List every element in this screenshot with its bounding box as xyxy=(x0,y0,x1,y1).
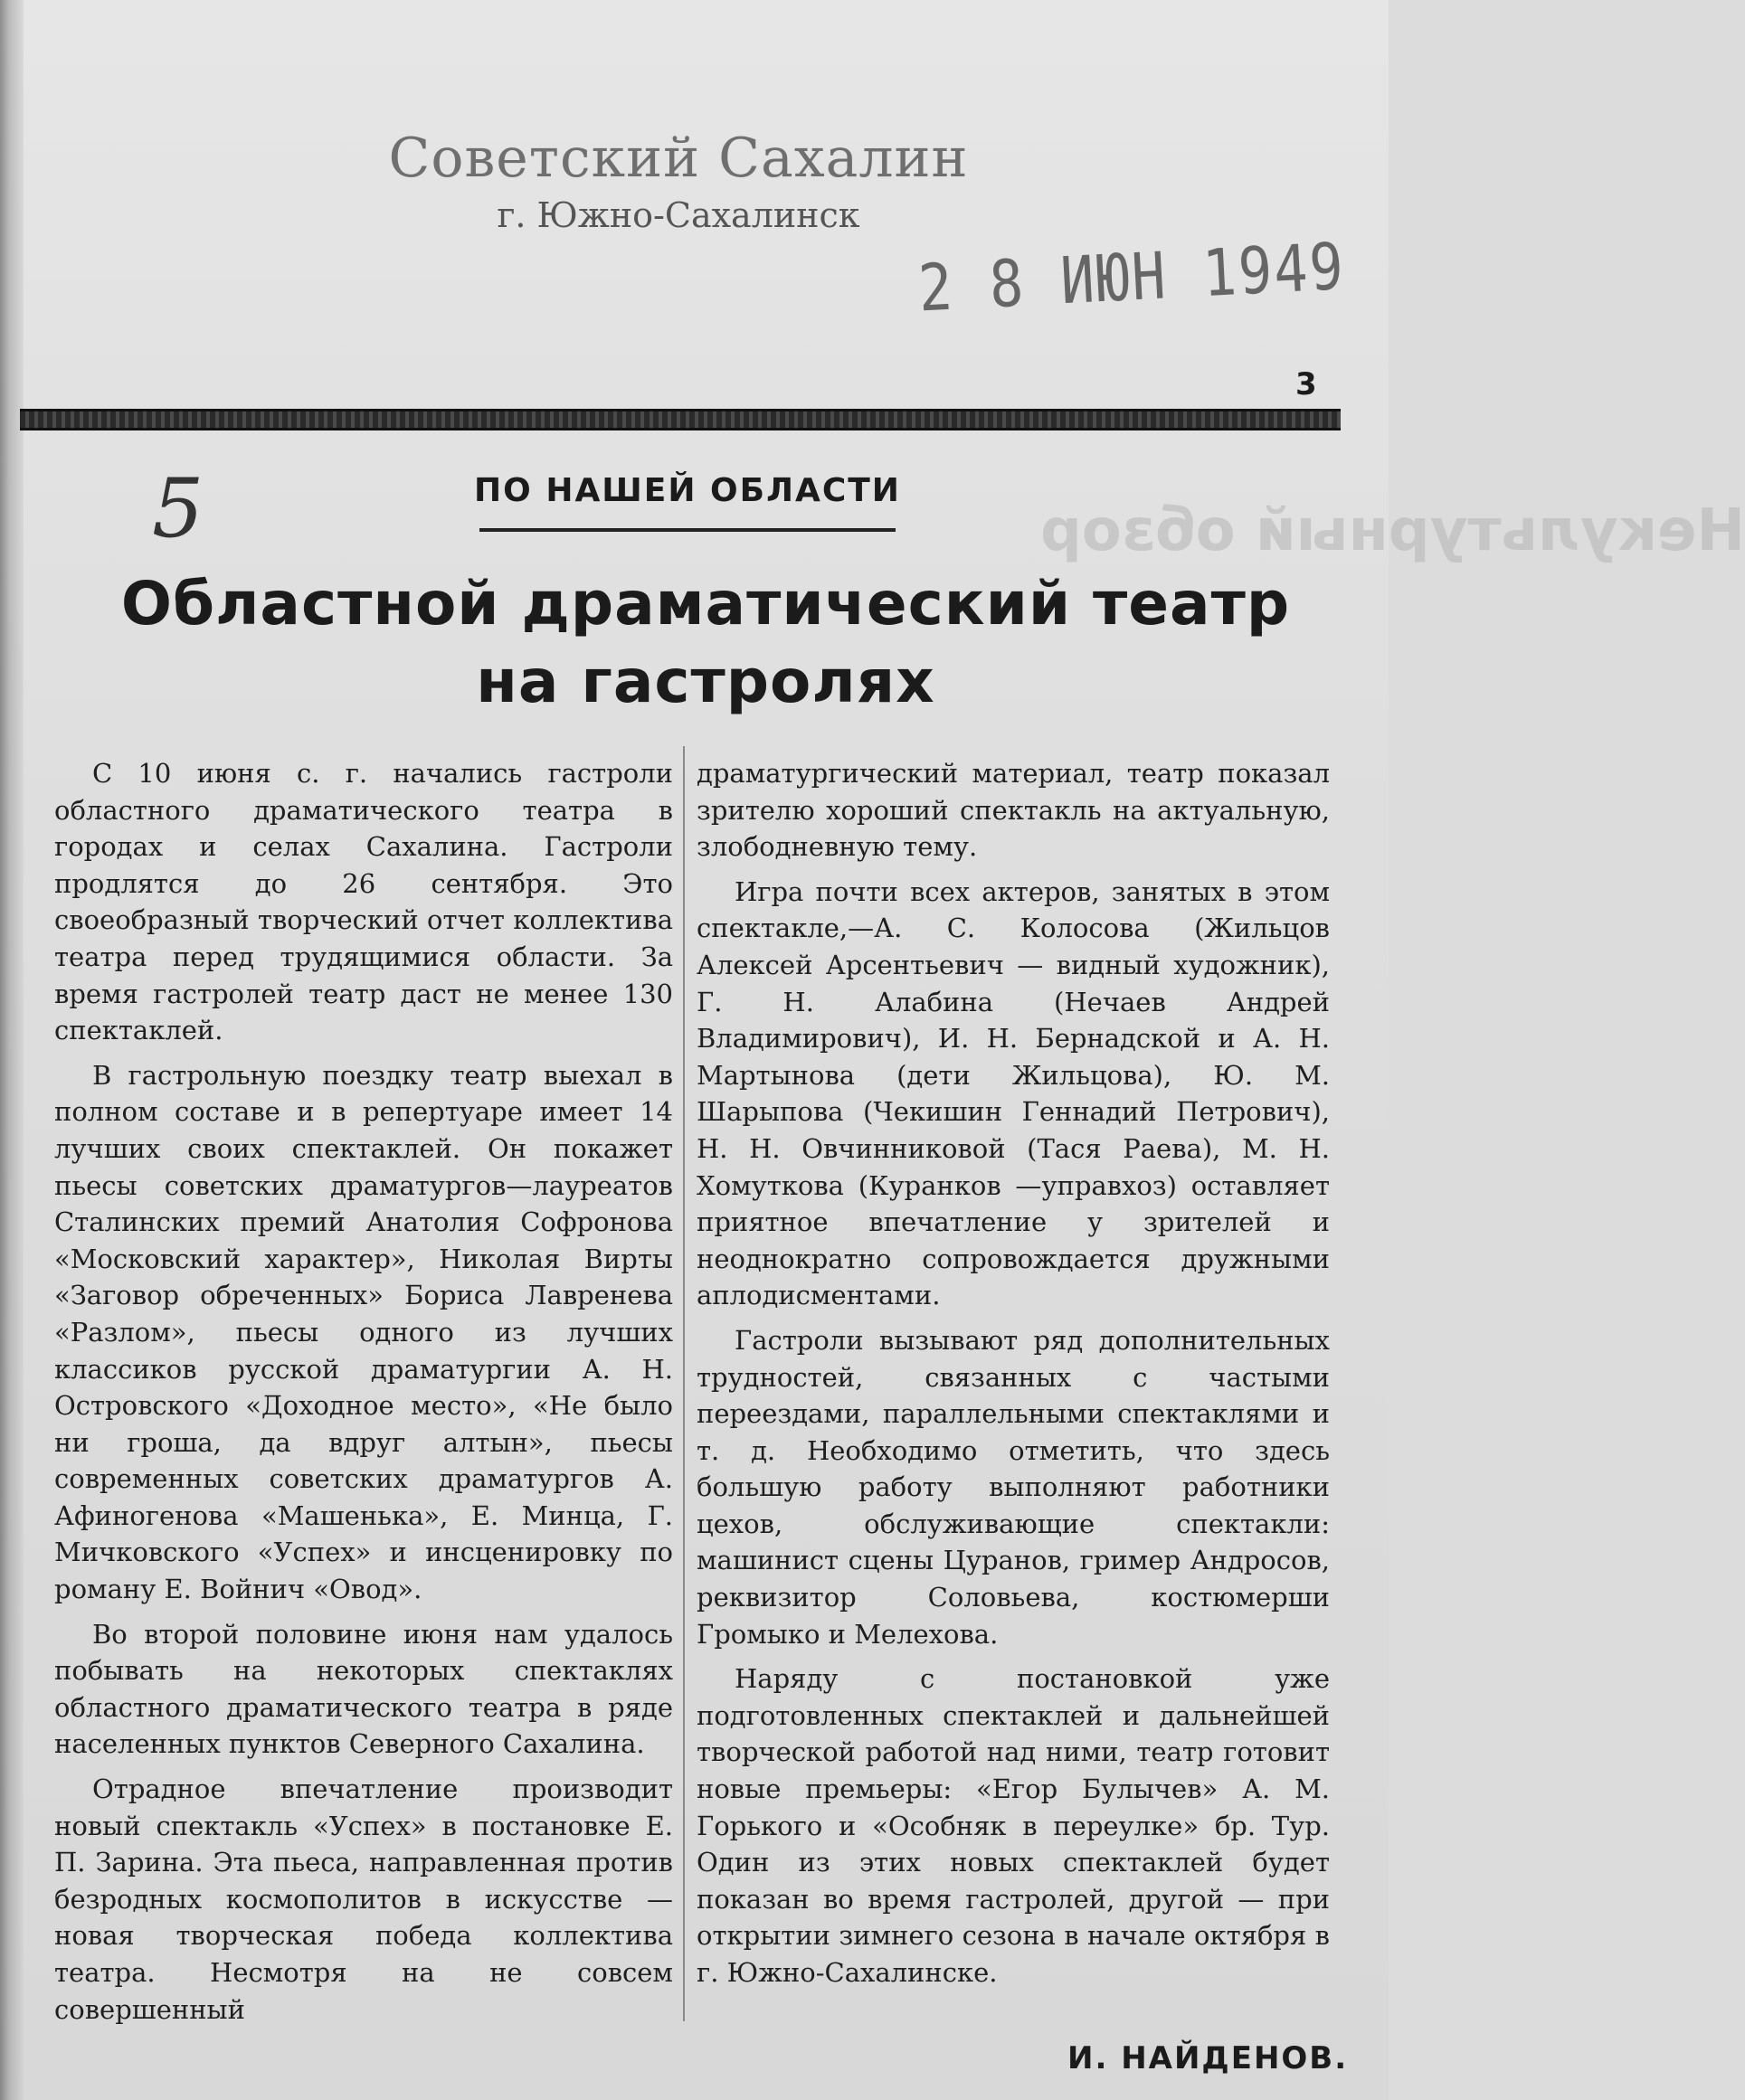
column-divider xyxy=(683,746,685,2021)
newspaper-city: г. Южно-Сахалинск xyxy=(497,195,860,235)
date-stamp: 2 8 ИЮН 1949 xyxy=(916,228,1347,326)
paragraph: Игра почти всех актеров, занятых в этом спектакле,—А. С. Колосова (Жильцов Алексей Арсентьевич — видный художник), Г. Н. Алабина (Нечаев Андрей Владимирович), И. Н. Бернадской и А. Н. Мартынова (дети Жильцова), Ю. М. Шарыпова (Чекишин Геннадий Петрович), Н. Н. Овчинниковой (Тася Раева), М. Н. Хомуткова (Куранков —управхоз) оставляет приятное впечатление у зрителей и неоднократно сопровождается дружными аплодисментами. xyxy=(697,875,1330,1311)
author-signature: И. НАЙДЕНОВ. xyxy=(1067,2040,1349,2076)
paragraph: драматургический материал, театр показал зрителю хороший спектакль на актуальную, злободневную тему. xyxy=(697,758,1330,863)
section-rubric: ПО НАШЕЙ ОБЛАСТИ xyxy=(474,472,901,509)
handwritten-number: 5 xyxy=(152,461,204,556)
paragraph: Гастроли вызывают ряд дополнительных трудностей, связанных с частыми переездами, параллельными спектаклями и т. д. Необходимо отметить, что здесь большую работу выполняют работники цехов, обслуживающие спектакли: машинист сцены Цуранов, гример Андросов, реквизитор Соловьева, костюмерши Громыко и Мелехова. xyxy=(697,1324,1330,1650)
paragraph: В гастрольную поездку театр выехал в полном составе и в репертуаре имеет 14 лучших своих спектаклей. Он покажет пьесы советских драматургов—лауреатов Сталинских премий Анатолия Софронова «Московский характер», Николая Вирты «Заговор обреченных» Бориса Лавренева «Разлом», пьесы одного из лучших классиков русской драматургии А. Н. Островского «Доходное место», «Не было ни гроша, да вдруг алтын», пьесы современных советских драматургов А. Афиногенова «Машенька», Е. Минца, Г. Мичковского «Успех» и инсценировку по роману Е. Войнич «Овод». xyxy=(54,1059,673,1605)
article-column-left xyxy=(54,755,673,2036)
paragraph: Во второй половине июня нам удалось побывать на некоторых спектаклях областного драматического театра в ряде населенных пунктов Северного Сахалина. xyxy=(54,1618,673,1760)
header-rule xyxy=(20,409,1341,430)
masthead xyxy=(362,127,995,235)
paragraph: Наряду с постановкой уже подготовленных спектаклей и дальнейшей творческой работой над ними, театр готовит новые премьеры: «Егор Булычев» А. М. Горького и «Особняк в переулке» бр. Тур. Один из этих новых спектаклей будет показан во время гастролей, другой — при открытии зимнего сезона в начале октября в г. Южно-Сахалинске. xyxy=(697,1663,1330,1988)
paragraph: С 10 июня с. г. начались гастроли областного драматического театра в городах и селах Сахалина. Гастроли продлятся до 26 сентября. Это своеобразный творческий отчет коллектива театра перед трудящимися области. За время гастролей театр даст не менее 130 спектаклей. xyxy=(54,758,673,1046)
rubric-underline xyxy=(479,528,896,532)
article-headline: Областной драматический театр на гастролях xyxy=(120,569,1291,716)
paragraph: Отрадное впечатление производит новый спектакль «Успех» в постановке Е. П. Зарина. Эта пьеса, направленная против безродных космополитов в искусстве — новая творческая победа коллектива театра. Несмотря на не совсем совершенный xyxy=(54,1774,673,2025)
page-number: 3 xyxy=(1295,366,1317,402)
bleed-through-text: Некультурный обзор xyxy=(1040,497,1745,564)
clipping-edge-shadow xyxy=(0,0,24,2100)
article-column-right xyxy=(697,755,1330,2000)
newspaper-title: Советский Сахалин xyxy=(388,127,969,190)
